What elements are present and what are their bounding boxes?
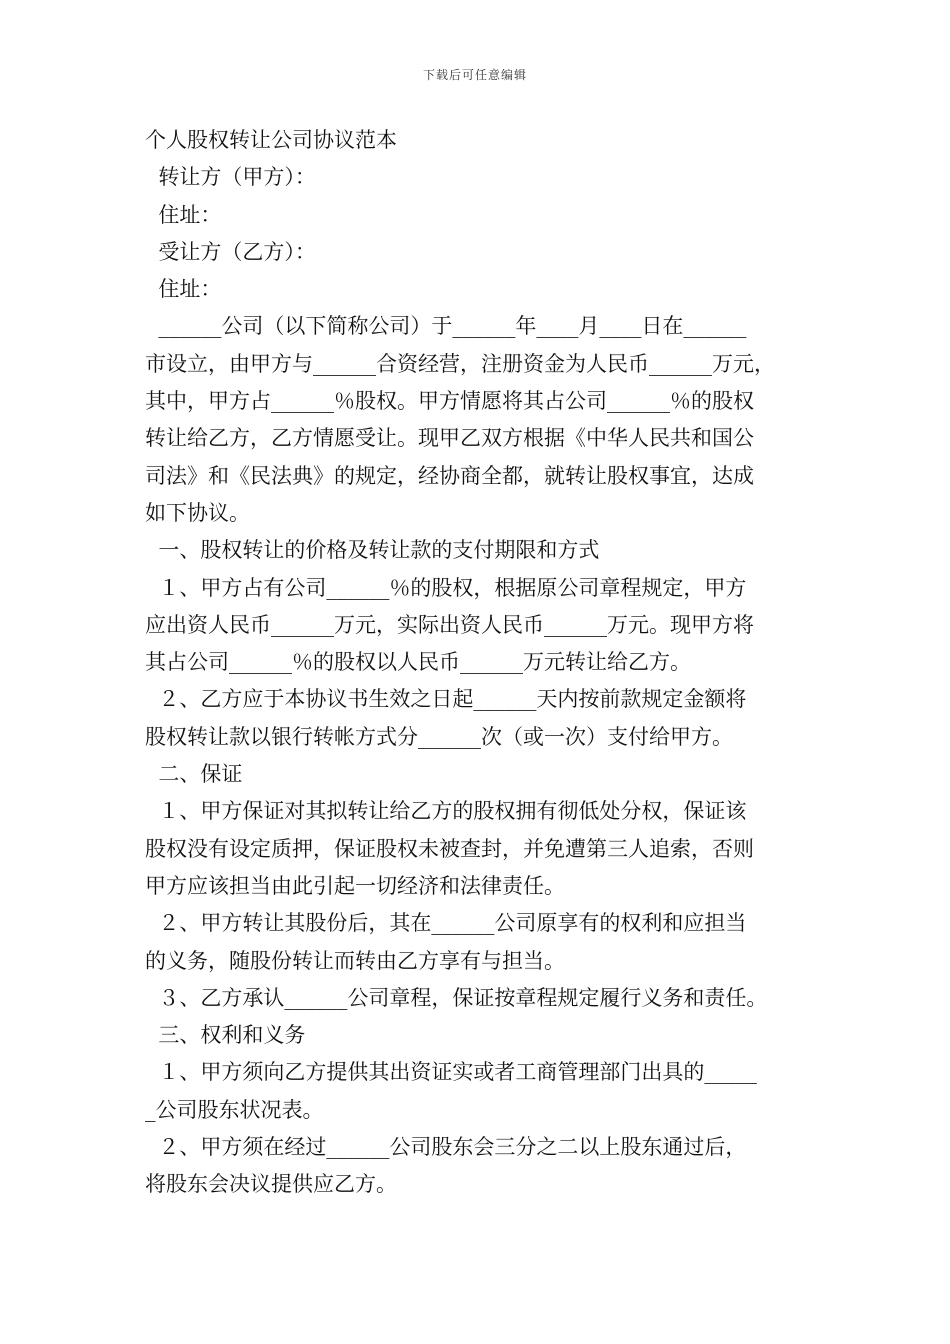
page-header-note: 下载后可任意编辑	[422, 68, 527, 82]
text-line: 如下协议。	[145, 500, 250, 525]
text-line: 司法》和《民法典》的规定，经协商全都，就转让股权事宜，达成	[145, 463, 754, 488]
text-line: １、甲方须向乙方提供其出资证实或者工商管理部门出具的_____	[145, 1060, 757, 1085]
text-line: ３、乙方承认______公司章程，保证按章程规定履行义务和责任。	[145, 985, 768, 1010]
text-line: １、甲方占有公司______％的股权，根据原公司章程规定，甲方	[145, 575, 747, 600]
text-line: 的义务，随股份转让而转由乙方享有与担当。	[145, 948, 565, 973]
text-line: 转让方（甲方）：	[145, 165, 316, 190]
text-line: ２、乙方应于本协议书生效之日起______天内按前款规定金额将	[145, 687, 747, 712]
text-line: ______公司（以下简称公司）于______年____月____日在______	[145, 314, 747, 339]
text-line: 住址：	[145, 202, 222, 227]
text-line: 转让给乙方，乙方情愿受让。现甲乙双方根据《中华人民共和国公	[145, 426, 754, 451]
text-line: １、甲方保证对其拟转让给乙方的股权拥有彻低处分权，保证该	[145, 799, 747, 824]
section-heading: 三、权利和义务	[145, 1023, 306, 1048]
text-line: ２、甲方转让其股份后，其在______公司原享有的权利和应担当	[145, 911, 747, 936]
text-line: 甲方应该担当由此引起一切经济和法律责任。	[145, 873, 565, 898]
section-heading: 一、股权转让的价格及转让款的支付期限和方式	[145, 538, 600, 563]
text-line: 其占公司______％的股权以人民币______万元转让给乙方。	[145, 650, 691, 675]
document-body	[145, 122, 810, 1204]
text-line: _公司股东状况表。	[145, 1097, 324, 1122]
text-line: 市设立，由甲方与______合资经营，注册资金为人民币______万元，	[145, 351, 775, 376]
text-line: 应出资人民币______万元，实际出资人民币______万元。现甲方将	[145, 612, 754, 637]
text-line: 股权没有设定质押，保证股权未被查封，并免遭第三人追索，否则	[145, 836, 754, 861]
text-line: 其中，甲方占______％股权。甲方情愿将其占公司______％的股权	[145, 389, 754, 414]
text-line: 将股东会决议提供应乙方。	[145, 1172, 397, 1197]
section-heading: 二、保证	[145, 762, 243, 787]
document-title: 个人股权转让公司协议范本	[145, 128, 397, 152]
text-line: ２、甲方须在经过______公司股东会三分之二以上股东通过后，	[145, 1135, 747, 1160]
text-line: 受让方（乙方）：	[145, 239, 316, 264]
text-line: 股权转让款以银行转帐方式分______次（或一次）支付给甲方。	[145, 724, 733, 749]
text-line: 住址：	[145, 277, 222, 302]
